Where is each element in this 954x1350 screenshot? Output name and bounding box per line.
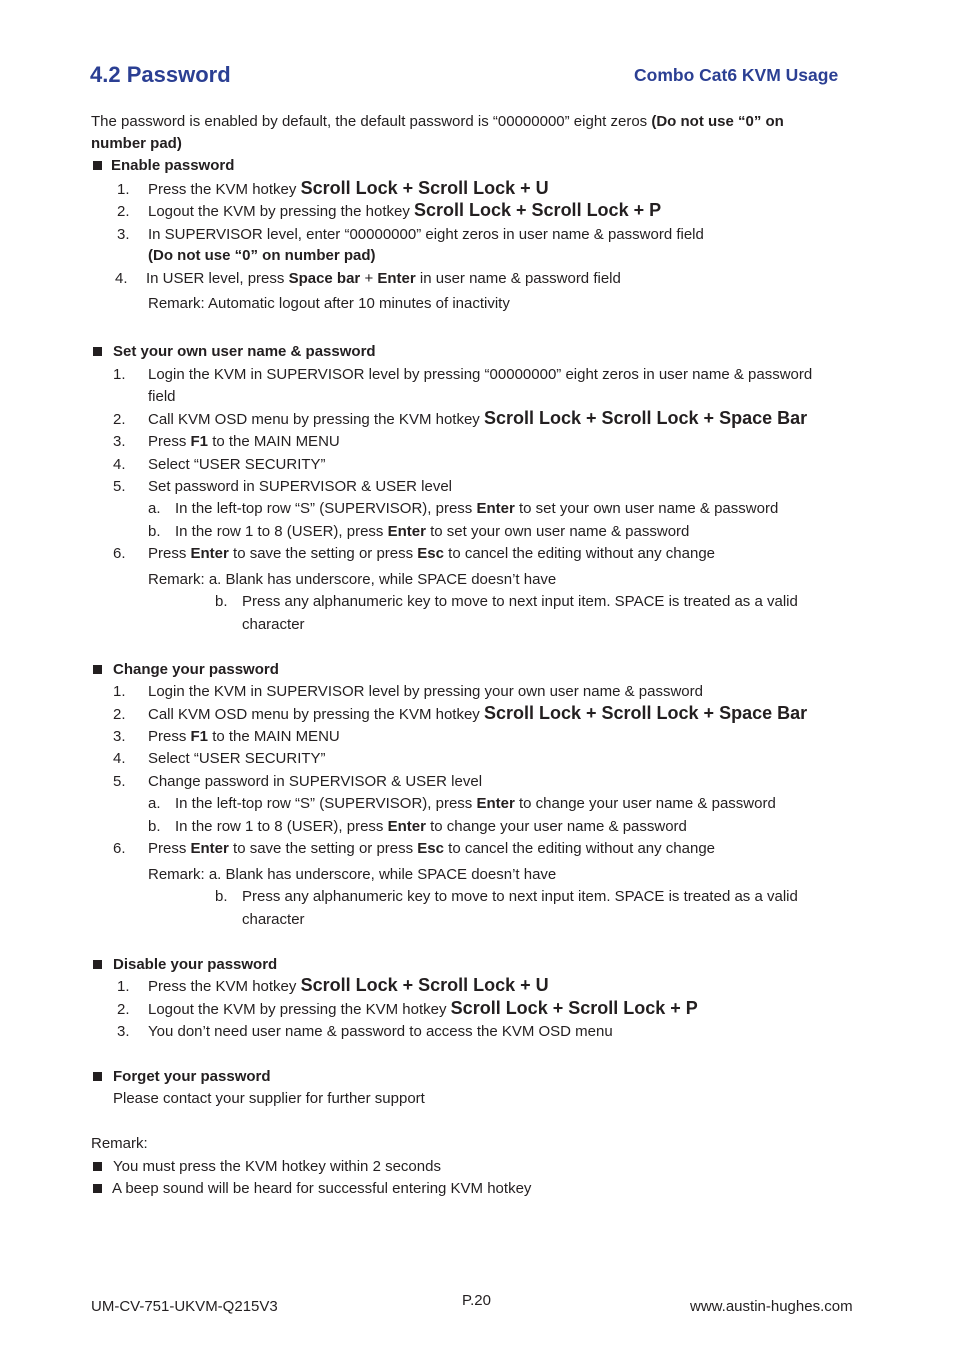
list-number: 2. — [117, 1001, 130, 1018]
list-number: 6. — [113, 545, 126, 562]
list-item: Call KVM OSD menu by pressing the KVM hotkey Scroll Lock + Scroll Lock + Space Bar — [148, 703, 808, 723]
list-number: 1. — [113, 366, 126, 383]
list-item: Call KVM OSD menu by pressing the KVM hotkey Scroll Lock + Scroll Lock + Space Bar — [148, 408, 808, 428]
forget-heading: Forget your password — [113, 1068, 271, 1085]
doc-id: UM-CV-751-UKVM-Q215V3 — [91, 1298, 278, 1315]
list-number: 1. — [117, 978, 130, 995]
section-header: Combo Cat6 KVM Usage — [634, 65, 839, 85]
list-number: 5. — [113, 773, 126, 790]
list-letter: b. — [148, 818, 161, 835]
set-heading: Set your own user name & password — [113, 343, 376, 360]
remark-label: Remark: — [91, 1135, 148, 1152]
list-number: 2. — [113, 411, 126, 428]
remark-text: Remark: Automatic logout after 10 minutes of inactivity — [148, 295, 510, 312]
remark-text-cont: character — [242, 616, 305, 633]
list-number: 5. — [113, 478, 126, 495]
list-item: You don’t need user name & password to access the KVM OSD menu — [148, 1023, 613, 1040]
list-item: Set password in SUPERVISOR & USER level — [148, 478, 453, 495]
sub-item: In the row 1 to 8 (USER), press Enter to set your own user name & password — [175, 523, 690, 540]
sub-item: In the left-top row “S” (SUPERVISOR), press Enter to change your user name & password — [175, 795, 776, 812]
list-item: In USER level, press Space bar + Enter in user name & password field — [146, 270, 621, 287]
list-item: Press F1 to the MAIN MENU — [148, 728, 340, 745]
bullet-icon — [93, 1184, 102, 1193]
list-item: Select “USER SECURITY” — [148, 456, 326, 473]
list-letter: b. — [148, 523, 161, 540]
website-link[interactable]: www.austin-hughes.com — [690, 1298, 853, 1315]
remark-item: A beep sound will be heard for successful entering KVM hotkey — [112, 1180, 532, 1197]
list-number: 4. — [115, 270, 128, 287]
list-number: 1. — [113, 683, 126, 700]
list-number: 4. — [113, 456, 126, 473]
list-item: Press the KVM hotkey Scroll Lock + Scroll Lock + U — [148, 975, 549, 995]
sub-item: In the row 1 to 8 (USER), press Enter to change your user name & password — [175, 818, 687, 835]
list-number: 1. — [117, 181, 130, 198]
remark-text: Remark: a. Blank has underscore, while SPACE doesn’t have — [148, 866, 557, 883]
page-title: 4.2 Password — [90, 62, 231, 87]
bullet-icon — [93, 665, 102, 674]
list-item: Logout the KVM by pressing the hotkey Scroll Lock + Scroll Lock + P — [148, 200, 662, 220]
bullet-icon — [93, 161, 102, 170]
list-letter: b. — [215, 593, 228, 610]
list-item: Login the KVM in SUPERVISOR level by pressing your own user name & password — [148, 683, 703, 700]
list-item: Logout the KVM by pressing the KVM hotkey Scroll Lock + Scroll Lock + P — [148, 998, 698, 1018]
list-number: 3. — [113, 433, 126, 450]
list-letter: b. — [215, 888, 228, 905]
remark-text-cont: character — [242, 911, 305, 928]
bullet-icon — [93, 960, 102, 969]
disable-heading: Disable your password — [113, 956, 278, 973]
list-item: In SUPERVISOR level, enter “00000000” eight zeros in user name & password field — [148, 226, 704, 243]
list-number: 4. — [113, 750, 126, 767]
enable-heading: Enable password — [111, 157, 235, 174]
remark-text: Remark: a. Blank has underscore, while SPACE doesn’t have — [148, 571, 557, 588]
list-item: Change password in SUPERVISOR & USER level — [148, 773, 483, 790]
change-heading: Change your password — [113, 661, 279, 678]
list-number: 3. — [117, 226, 130, 243]
list-item: Press Enter to save the setting or press Esc to cancel the editing without any change — [148, 545, 716, 562]
list-number: 2. — [117, 203, 130, 220]
bullet-icon — [93, 1162, 102, 1171]
list-letter: a. — [148, 500, 161, 517]
list-item: Press F1 to the MAIN MENU — [148, 433, 340, 450]
list-item: Press Enter to save the setting or press Esc to cancel the editing without any change — [148, 840, 716, 857]
forget-text: Please contact your supplier for further support — [113, 1090, 425, 1107]
list-item: Select “USER SECURITY” — [148, 750, 326, 767]
intro-line: The password is enabled by default, the default password is “00000000” eight zeros (Do not use “0” on — [91, 113, 784, 130]
list-item: Login the KVM in SUPERVISOR level by pressing “00000000” eight zeros in user name & password — [148, 366, 813, 383]
list-item-note: (Do not use “0” on number pad) — [148, 247, 376, 264]
list-letter: a. — [148, 795, 161, 812]
remark-text: Press any alphanumeric key to move to next input item. SPACE is treated as a valid — [242, 888, 798, 905]
remark-text: Press any alphanumeric key to move to next input item. SPACE is treated as a valid — [242, 593, 798, 610]
list-number: 3. — [117, 1023, 130, 1040]
bullet-icon — [93, 1072, 102, 1081]
sub-item: In the left-top row “S” (SUPERVISOR), press Enter to set your own user name & password — [175, 500, 779, 517]
intro-line-2: number pad) — [91, 135, 182, 152]
list-number: 6. — [113, 840, 126, 857]
list-number: 3. — [113, 728, 126, 745]
list-number: 2. — [113, 706, 126, 723]
page-number: P.20 — [462, 1292, 491, 1309]
list-item-cont: field — [148, 388, 176, 405]
bullet-icon — [93, 347, 102, 356]
list-item: Press the KVM hotkey Scroll Lock + Scroll Lock + U — [148, 178, 549, 198]
remark-item: You must press the KVM hotkey within 2 seconds — [113, 1158, 441, 1175]
